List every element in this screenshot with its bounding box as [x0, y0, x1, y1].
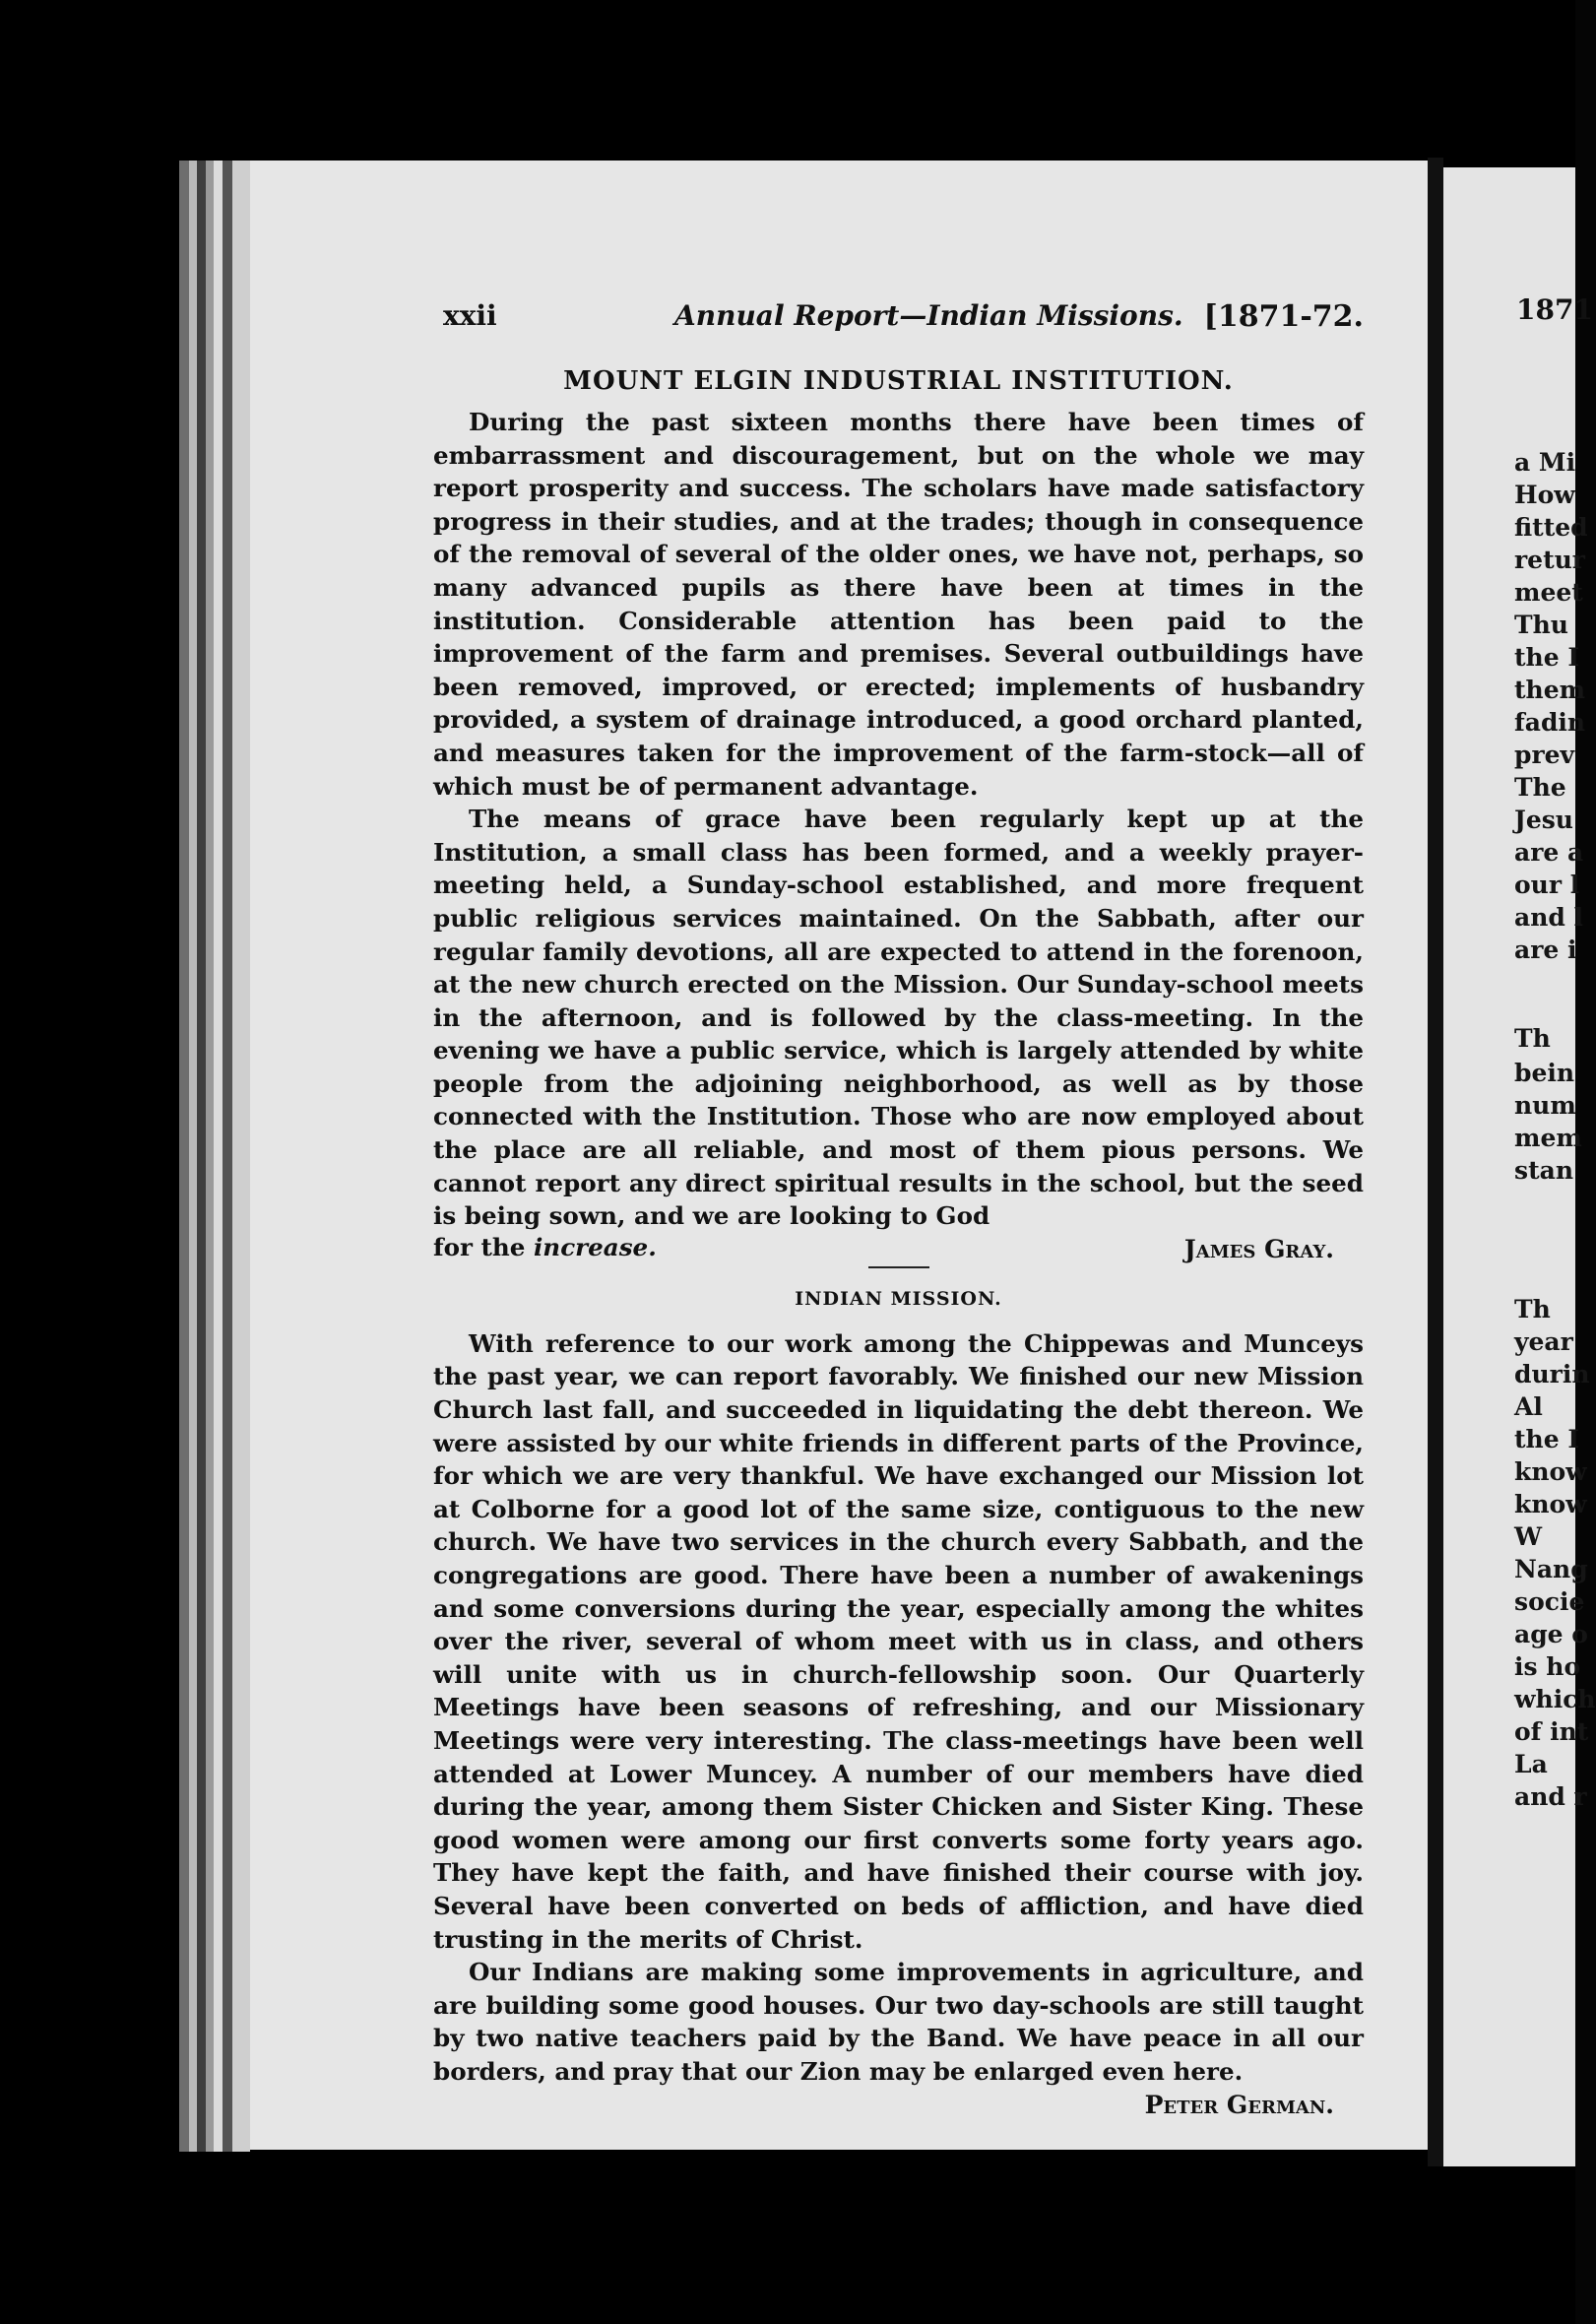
adjacent-page-line: How — [1514, 481, 1575, 509]
adjacent-page-line: bein — [1514, 1059, 1575, 1087]
section-title-mount-elgin: MOUNT ELGIN INDUSTRIAL INSTITUTION. — [563, 366, 1234, 396]
adjacent-page-line: them — [1514, 676, 1586, 704]
adjacent-page-line: know — [1514, 1457, 1587, 1486]
adjacent-page-line: fadin — [1514, 708, 1586, 737]
paragraph: With reference to our work among the Chippewas and Munceys the past year, we can report favorably. We finished our new Mission Church last fall, and succeeded in liquidating the debt thereon. We were assisted by our white friends in different parts of the Province, for which we are very thankful. We have exchanged our Mission lot at Colborne for a good lot of the same size, contiguous to the new church. We have two services in the church every Sabbath, and the congregations are good. There have been a number of awakenings and some conversions during the year, especially among the whites over the river, several of whom meet with us in class, and others will unite with us in church-fellowship soon. Our Quarterly Meetings have been seasons of refreshing, and our Missionary Meetings were very interesting. The class-meetings have been well attended at Lower Muncey. A number of our members have died during the year, among them Sister Chicken and Sister King. These good women were among our first converts some forty years ago. They have kept the faith, and have finished their course with joy. Several have been converted on beds of affliction, and have died trusting in the merits of Christ. — [433, 1328, 1364, 1954]
paragraph-end-text: for the — [433, 1232, 534, 1261]
binding-edge — [214, 161, 223, 2152]
signature-james-gray: James Gray. — [1183, 1234, 1334, 1263]
section-title-indian-mission: INDIAN MISSION. — [795, 1287, 1002, 1310]
adjacent-page-line: of int — [1514, 1717, 1589, 1746]
running-title: Annual Report—Indian Missions. — [674, 299, 1183, 332]
binding-edge — [206, 161, 214, 2152]
adjacent-page-fragment — [1443, 167, 1596, 2166]
adjacent-page-line: W — [1514, 1522, 1543, 1551]
adjacent-page-line: our l — [1514, 871, 1580, 899]
binding-edge — [179, 161, 189, 2152]
adjacent-page-line: prev — [1514, 741, 1575, 769]
adjacent-page-line: Al — [1514, 1392, 1543, 1421]
adjacent-page-line: the I — [1514, 1425, 1580, 1453]
paragraph-end-italic: increase. — [533, 1232, 657, 1261]
binding-edge — [197, 161, 206, 2152]
adjacent-page-line: age o — [1514, 1620, 1588, 1648]
adjacent-page-header: 1871 — [1516, 293, 1593, 326]
binding-edge — [232, 161, 250, 2152]
adjacent-page-line: retur — [1514, 546, 1585, 574]
adjacent-page-line: fitted — [1514, 513, 1588, 542]
adjacent-page-line: year — [1514, 1327, 1573, 1356]
adjacent-page-line: know — [1514, 1490, 1587, 1518]
paragraph: Our Indians are making some improvements in agriculture, and are building some good houses. Our two day-schools are still taught by two native teachers paid by the Band. We have peace in all our borders, and pray that our Zion may be enlarged even here. — [433, 1958, 1364, 2086]
adjacent-page-line: Thu — [1514, 611, 1568, 639]
page-year: [1871-72. — [1203, 299, 1364, 334]
running-header — [433, 295, 1364, 339]
signature-peter-german: Peter German. — [1144, 2090, 1334, 2119]
adjacent-page-line: durin — [1514, 1360, 1590, 1388]
page-number: xxii — [443, 299, 497, 332]
adjacent-page-line: stan — [1514, 1156, 1573, 1185]
paragraph-closing-line — [433, 1233, 1364, 1266]
section-divider — [868, 1266, 929, 1268]
paragraph-end — [433, 1233, 657, 1261]
adjacent-page-line: socie — [1514, 1587, 1585, 1616]
adjacent-page-line: and r — [1514, 1782, 1587, 1811]
adjacent-page-line: La — [1514, 1750, 1548, 1778]
adjacent-page-line: mem — [1514, 1124, 1582, 1152]
adjacent-page-line: num — [1514, 1091, 1576, 1120]
adjacent-page-line: are i — [1514, 936, 1577, 964]
page-content — [433, 295, 1364, 2122]
adjacent-page-line: are a — [1514, 838, 1584, 867]
adjacent-page-line: The — [1514, 773, 1566, 802]
adjacent-page-line: Th — [1514, 1295, 1551, 1323]
adjacent-page-line: meet — [1514, 578, 1583, 607]
adjacent-page-line: a Mi — [1514, 448, 1576, 477]
page-gutter — [1428, 158, 1443, 2166]
adjacent-page-line: and l — [1514, 903, 1584, 932]
adjacent-page-line: Th — [1514, 1024, 1551, 1053]
adjacent-page-line: which — [1514, 1685, 1596, 1713]
binding-edge — [223, 161, 232, 2152]
adjacent-page-line: Jesu — [1514, 806, 1573, 834]
paragraph: The means of grace have been regularly kept up at the Institution, a small class has been formed, and a weekly prayer-meeting held, a Sunday-school established, and more frequent public religious services maintained. On the Sabbath, after our regular family devotions, all are expected to attend in the forenoon, at the new church erected on the Mission. Our Sunday-school meets in the afternoon, and is followed by the class-meeting. In the evening we have a public service, which is largely attended by white people from the adjoining neighborhood, as well as by those connected with the Institution. Those who are now employed about the place are all reliable, and most of them pious persons. We cannot report any direct spiritual results in the school, but the seed is being sown, and we are looking to God — [433, 805, 1364, 1231]
adjacent-page-line: is ho — [1514, 1652, 1581, 1681]
adjacent-page-line: the I — [1514, 643, 1580, 672]
paragraph: During the past sixteen months there have been times of embarrassment and discouragement, but on the whole we may report prosperity and success. The scholars have made satisfactory progress in their studies, and at the trades; though in consequence of the removal of several of the older ones, we have not, perhaps, so many advanced pupils as there have been at times in the institution. Considerable attention has been paid to the improvement of the farm and premises. Several outbuildings have been removed, improved, or erected; implements of husbandry provided, a system of drainage introduced, a good orchard planted, and measures taken for the improvement of the farm-stock—all of which must be of permanent advantage. — [433, 408, 1364, 801]
binding-edge — [189, 161, 197, 2152]
adjacent-page-line: Nang — [1514, 1555, 1588, 1583]
